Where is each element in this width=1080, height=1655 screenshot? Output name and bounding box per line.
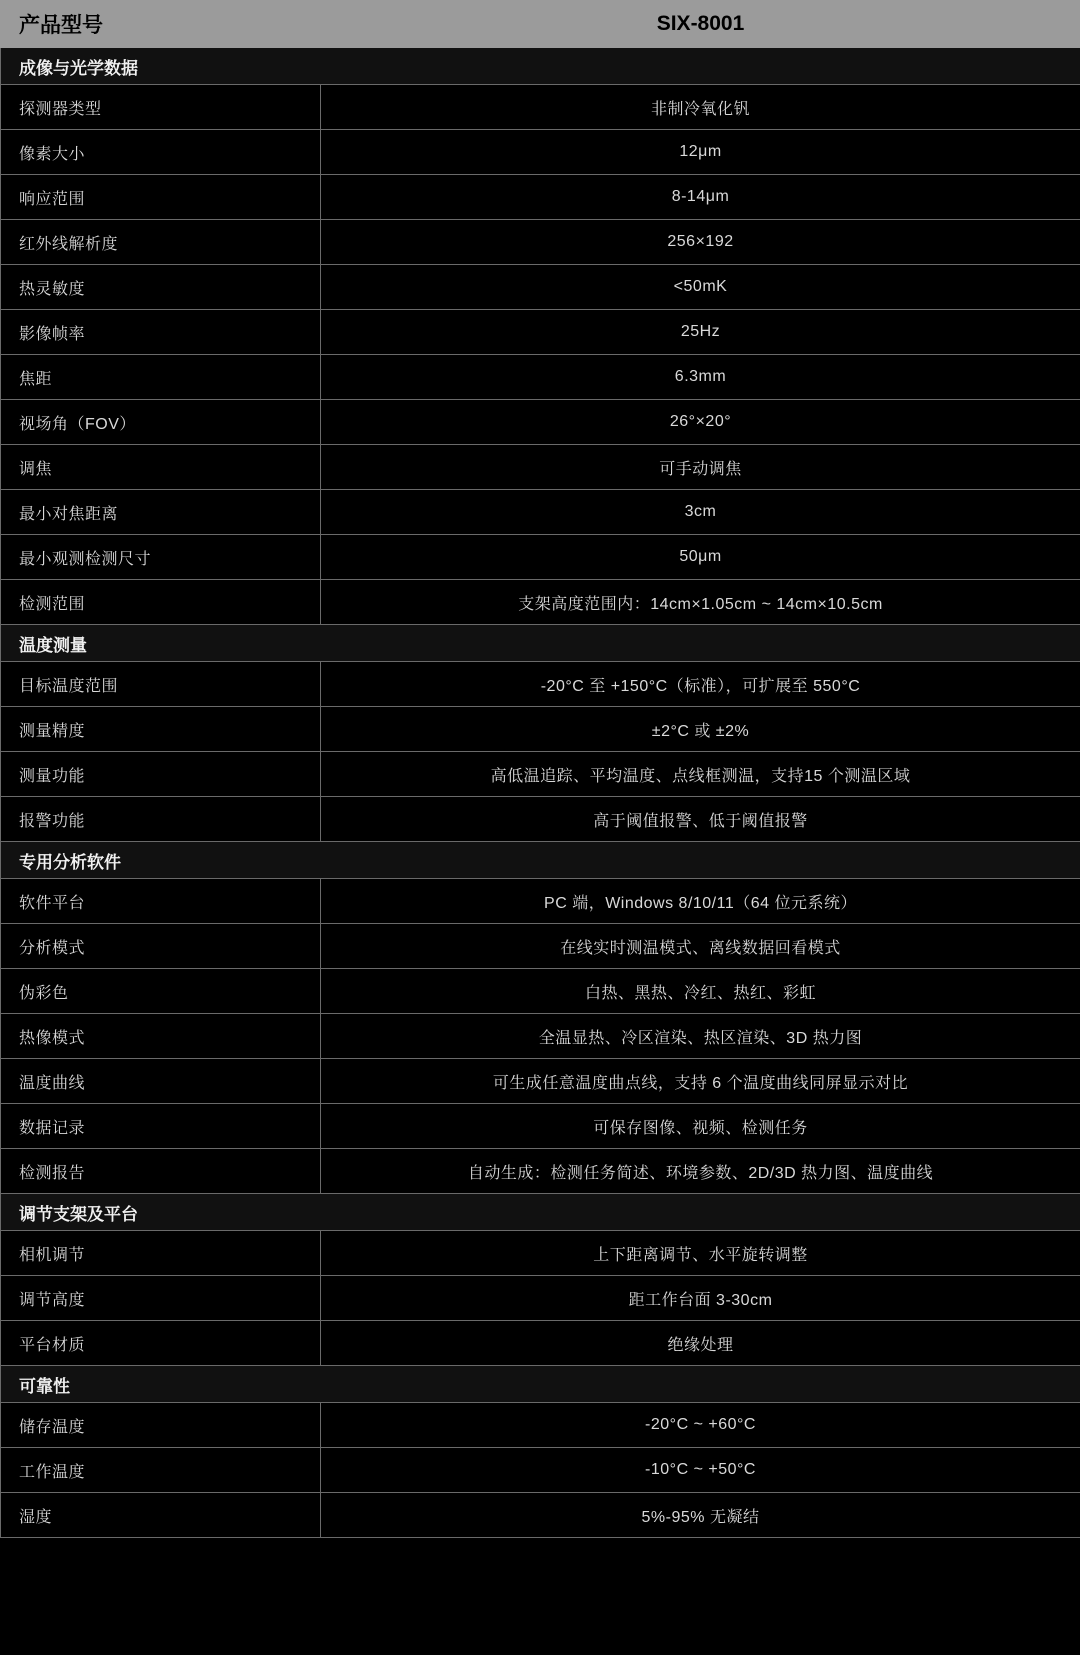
spec-label: 红外线解析度 [1, 220, 321, 265]
spec-value: -20°C 至 +150°C（标准），可扩展至 550°C [321, 662, 1080, 707]
spec-value: <50mK [321, 265, 1080, 310]
spec-value: 高于阈值报警、低于阈值报警 [321, 797, 1080, 842]
table-row [1, 220, 1080, 265]
spec-label: 目标温度范围 [1, 662, 321, 707]
table-header-row [1, 1, 1080, 48]
table-row [1, 400, 1080, 445]
table-row [1, 1276, 1080, 1321]
spec-value: 距工作台面 3-30cm [321, 1276, 1080, 1321]
spec-value: 可生成任意温度曲点线，支持 6 个温度曲线同屏显示对比 [321, 1059, 1080, 1104]
header-label-cell: 产品型号 [1, 1, 321, 48]
table-row [1, 85, 1080, 130]
spec-label: 储存温度 [1, 1403, 321, 1448]
spec-value: 26°×20° [321, 400, 1080, 445]
section-heading: 可靠性 [1, 1366, 1080, 1403]
section-heading: 专用分析软件 [1, 842, 1080, 879]
spec-label: 热灵敏度 [1, 265, 321, 310]
spec-label: 最小对焦距离 [1, 490, 321, 535]
table-row [1, 580, 1080, 625]
table-row [1, 1149, 1080, 1194]
header-value-cell: SIX-8001 [321, 1, 1080, 48]
spec-label: 检测报告 [1, 1149, 321, 1194]
table-row [1, 1231, 1080, 1276]
table-row [1, 355, 1080, 400]
table-row [1, 445, 1080, 490]
spec-value: 自动生成：检测任务简述、环境参数、2D/3D 热力图、温度曲线 [321, 1149, 1080, 1194]
table-row [1, 1014, 1080, 1059]
spec-value: 可手动调焦 [321, 445, 1080, 490]
table-row [1, 1321, 1080, 1366]
section-heading-row [1, 1366, 1080, 1403]
spec-value: ±2°C 或 ±2% [321, 707, 1080, 752]
spec-value: 25Hz [321, 310, 1080, 355]
spec-value: 12μm [321, 130, 1080, 175]
table-row [1, 797, 1080, 842]
spec-label: 探测器类型 [1, 85, 321, 130]
table-row [1, 310, 1080, 355]
table-row [1, 265, 1080, 310]
table-row [1, 1403, 1080, 1448]
spec-label: 伪彩色 [1, 969, 321, 1014]
spec-label: 视场角（FOV） [1, 400, 321, 445]
table-row [1, 535, 1080, 580]
spec-value: 3cm [321, 490, 1080, 535]
spec-table-body [1, 1, 1080, 1538]
section-heading: 温度测量 [1, 625, 1080, 662]
spec-label: 最小观测检测尺寸 [1, 535, 321, 580]
spec-value: 256×192 [321, 220, 1080, 265]
spec-label: 温度曲线 [1, 1059, 321, 1104]
table-row [1, 879, 1080, 924]
table-row [1, 707, 1080, 752]
spec-label: 数据记录 [1, 1104, 321, 1149]
table-row [1, 490, 1080, 535]
table-row [1, 175, 1080, 220]
spec-label: 工作温度 [1, 1448, 321, 1493]
spec-label: 像素大小 [1, 130, 321, 175]
spec-label: 报警功能 [1, 797, 321, 842]
spec-value: 8-14μm [321, 175, 1080, 220]
spec-label: 分析模式 [1, 924, 321, 969]
section-heading: 调节支架及平台 [1, 1194, 1080, 1231]
spec-value: 5%-95% 无凝结 [321, 1493, 1080, 1538]
spec-value: 上下距离调节、水平旋转调整 [321, 1231, 1080, 1276]
spec-label: 测量功能 [1, 752, 321, 797]
spec-label: 测量精度 [1, 707, 321, 752]
spec-value: 可保存图像、视频、检测任务 [321, 1104, 1080, 1149]
table-row [1, 1104, 1080, 1149]
spec-value: 支架高度范围内：14cm×1.05cm ~ 14cm×10.5cm [321, 580, 1080, 625]
spec-label: 焦距 [1, 355, 321, 400]
spec-label: 调焦 [1, 445, 321, 490]
spec-label: 软件平台 [1, 879, 321, 924]
table-row [1, 130, 1080, 175]
spec-label: 湿度 [1, 1493, 321, 1538]
spec-value: 高低温追踪、平均温度、点线框测温，支持15 个测温区域 [321, 752, 1080, 797]
spec-label: 相机调节 [1, 1231, 321, 1276]
table-row [1, 1448, 1080, 1493]
table-row [1, 1059, 1080, 1104]
spec-value: 在线实时测温模式、离线数据回看模式 [321, 924, 1080, 969]
section-heading: 成像与光学数据 [1, 48, 1080, 85]
table-row [1, 969, 1080, 1014]
spec-label: 检测范围 [1, 580, 321, 625]
spec-label: 热像模式 [1, 1014, 321, 1059]
table-row [1, 1493, 1080, 1538]
section-heading-row [1, 842, 1080, 879]
spec-value: 绝缘处理 [321, 1321, 1080, 1366]
spec-value: -20°C ~ +60°C [321, 1403, 1080, 1448]
table-row [1, 924, 1080, 969]
spec-label: 响应范围 [1, 175, 321, 220]
spec-value: 全温显热、冷区渲染、热区渲染、3D 热力图 [321, 1014, 1080, 1059]
spec-value: -10°C ~ +50°C [321, 1448, 1080, 1493]
section-heading-row [1, 625, 1080, 662]
spec-value: 50μm [321, 535, 1080, 580]
table-row [1, 662, 1080, 707]
table-row [1, 752, 1080, 797]
spec-value: 非制冷氧化钒 [321, 85, 1080, 130]
spec-value: 白热、黑热、冷红、热红、彩虹 [321, 969, 1080, 1014]
section-heading-row [1, 1194, 1080, 1231]
spec-label: 调节高度 [1, 1276, 321, 1321]
spec-label: 平台材质 [1, 1321, 321, 1366]
section-heading-row [1, 48, 1080, 85]
spec-label: 影像帧率 [1, 310, 321, 355]
spec-value: 6.3mm [321, 355, 1080, 400]
spec-value: PC 端，Windows 8/10/11（64 位元系统） [321, 879, 1080, 924]
